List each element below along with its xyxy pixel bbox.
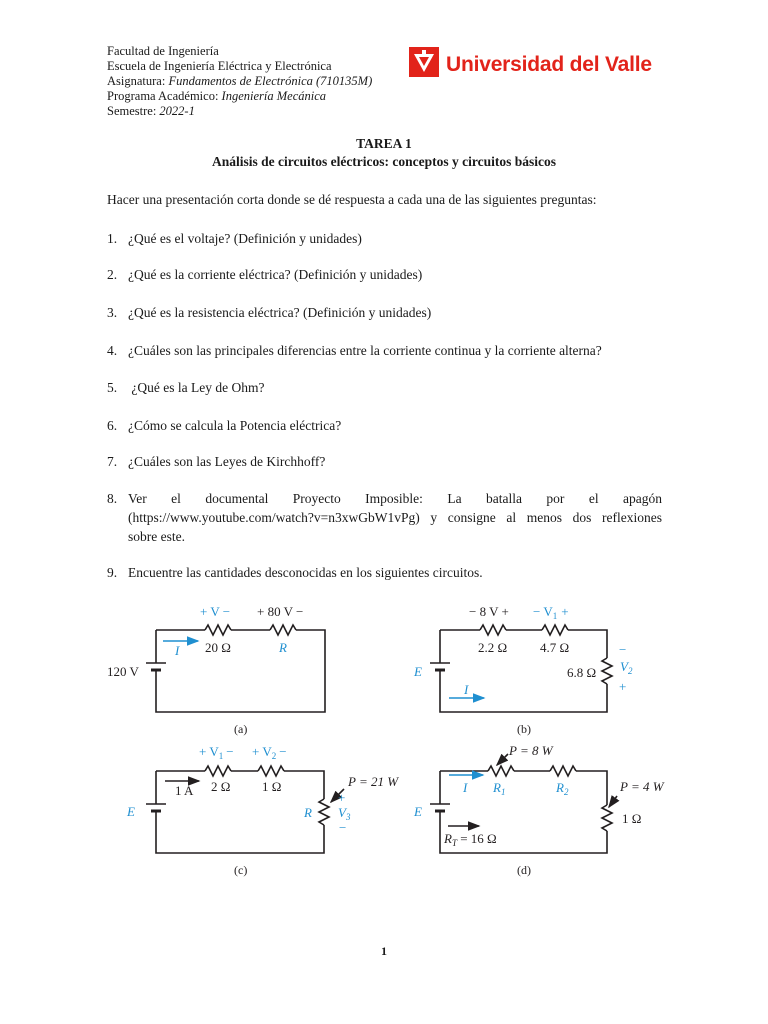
resistor-R xyxy=(270,625,296,635)
label-i: I xyxy=(464,682,469,697)
resistor-6-8-ohm xyxy=(602,658,612,684)
label-e: E xyxy=(414,804,422,819)
resistor-2-2-ohm xyxy=(480,625,506,635)
label-minus: − xyxy=(339,820,347,835)
label-r: R xyxy=(279,640,287,655)
label-1a: 1 A xyxy=(175,783,194,798)
question-8: 8. Ver el documental Proyecto Imposible: La batalla por el apagón (https://www.youtube.com/watch?v=n3xwGbW1vPg) y consigne al menos dos reflexiones sobre este. xyxy=(107,491,662,544)
resistor-20-ohm xyxy=(205,625,231,635)
circuit-a xyxy=(146,625,325,712)
label-2-2ohm: 2.2 Ω xyxy=(478,640,508,655)
label-120v: 120 V xyxy=(107,664,139,679)
faculty-line: Facultad de Ingeniería xyxy=(107,44,219,58)
p8w-arrow xyxy=(497,754,508,765)
caption-c: (c) xyxy=(234,863,248,877)
caption-a: (a) xyxy=(234,722,248,736)
resistor-1-ohm xyxy=(258,766,284,776)
univalle-logo-icon xyxy=(409,47,439,77)
label-plus: + xyxy=(338,790,346,805)
semester-line: Semestre: 2022-1 xyxy=(107,104,195,118)
resistor-R2 xyxy=(550,766,576,776)
page-number: 1 xyxy=(381,944,387,958)
label-r1: $R_1$ xyxy=(493,780,506,797)
label-80v: + 80 V − xyxy=(257,604,304,619)
label-v: + V − xyxy=(200,604,231,619)
label-rt: $R_T = 16$ Ω xyxy=(444,831,497,848)
label-v3: $V_3$ xyxy=(338,805,351,822)
university-name: Universidad del Valle xyxy=(446,53,652,76)
label-v2: $V_2$ xyxy=(620,659,633,676)
label-r2: $R_2$ xyxy=(556,780,569,797)
p4w-arrow xyxy=(609,796,617,807)
label-8v: − 8 V + xyxy=(469,604,509,619)
label-e: E xyxy=(414,664,422,679)
intro-text: Hacer una presentación corta donde se dé respuesta a cada una de las siguientes preguntas: xyxy=(107,192,597,207)
label-1ohm: 1 Ω xyxy=(622,811,642,826)
program-line: Programa Académico: Ingeniería Mecánica xyxy=(107,89,327,103)
label-1ohm: 1 Ω xyxy=(262,779,282,794)
resistor-1-ohm xyxy=(602,805,612,831)
caption-b: (b) xyxy=(517,722,531,736)
label-minus: − xyxy=(619,642,627,657)
label-p21w: P = 21 W xyxy=(348,774,399,789)
label-v1: − $V_1$ + xyxy=(533,604,569,621)
label-i: I xyxy=(463,780,468,795)
resistor-R xyxy=(319,799,329,825)
assignment-title: TAREA 1 xyxy=(356,136,412,151)
label-r: R xyxy=(304,805,312,820)
label-v2: + $V_2$ − xyxy=(252,744,287,761)
label-v1: + $V_1$ − xyxy=(199,744,234,761)
circuits-figure xyxy=(0,590,768,890)
label-6-8ohm: 6.8 Ω xyxy=(567,665,597,680)
label-i: I xyxy=(175,643,180,658)
subject-line: Asignatura: Fundamentos de Electrónica (710135M) xyxy=(107,74,373,88)
assignment-subtitle: Análisis de circuitos eléctricos: conceptos y circuitos básicos xyxy=(211,154,557,169)
resistor-2-ohm xyxy=(205,766,231,776)
label-4-7ohm: 4.7 Ω xyxy=(540,640,570,655)
label-p4w: P = 4 W xyxy=(620,779,664,794)
school-line: Escuela de Ingeniería Eléctrica y Electrónica xyxy=(107,59,332,73)
caption-d: (d) xyxy=(517,863,531,877)
resistor-R1 xyxy=(488,766,514,776)
resistor-4-7-ohm xyxy=(542,625,568,635)
label-p8w: P = 8 W xyxy=(509,743,553,758)
label-2ohm: 2 Ω xyxy=(211,779,231,794)
label-20ohm: 20 Ω xyxy=(205,640,231,655)
label-e: E xyxy=(127,804,135,819)
label-plus: + xyxy=(619,679,627,694)
